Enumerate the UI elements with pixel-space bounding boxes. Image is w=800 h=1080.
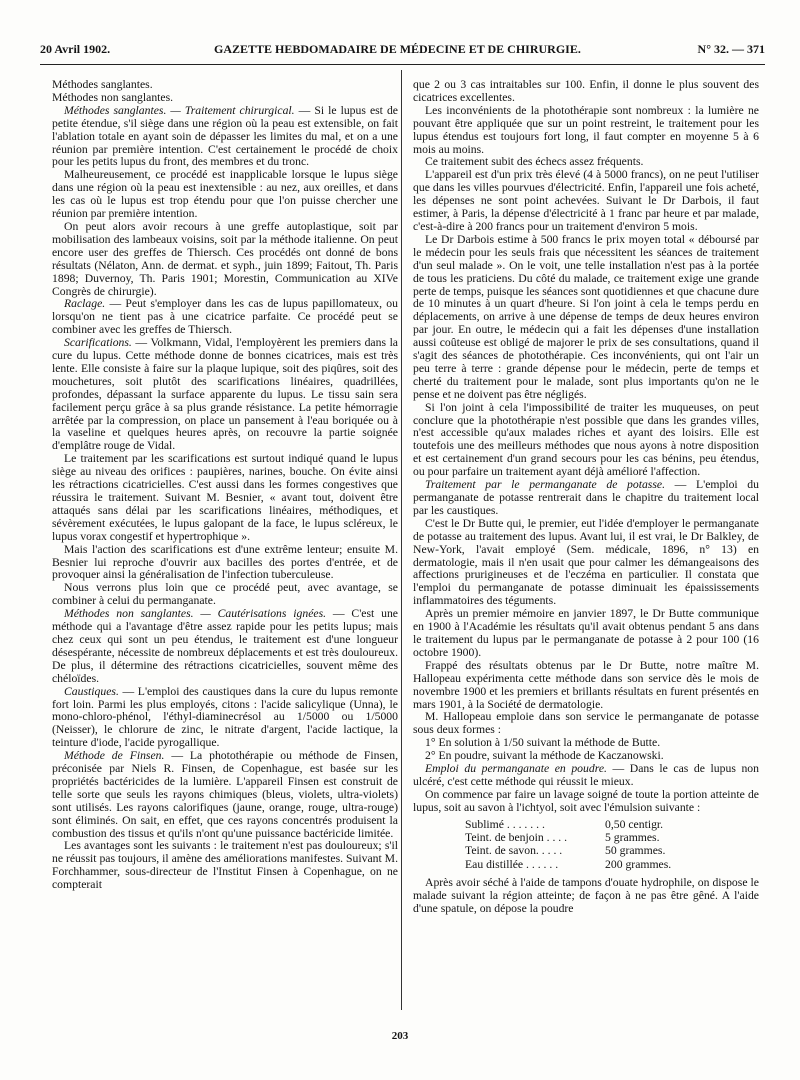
paragraph-text: Le traitement par les scarifications est surtout indiqué quand le lupus siège au niveau des orifices : paupières, narines, bouche. On évite ainsi les rétractions cicatricielles. C'est aussi dans les formes congestives que réussira le traitement. Suivant M. Besnier, « avant tout, doivent être attaqués sans délai par les scarifications linéaires, méthodiques, et sévèrement exécutées, le lupus galopant de la face, le lupus scléreux, le lupus vorax congestif et hypertrophique ». <box>52 452 398 543</box>
paragraph <box>52 337 398 453</box>
paragraph-text: — Si le lupus est de petite étendue, s'il siège dans une région où la peau est extensible, on fait l'ablation totale en ayant soin de dépasser les limites du mal, et on a une réunion par première intention. C'est certainement le procédé de choix pour les petits lupus du front, des membres et du tronc. <box>52 103 398 169</box>
paragraph-text: — C'est une méthode qui a l'avantage d'être assez rapide pour les petits lupus; mais chez ceux qui sont un peu étendus, le traitement est d'une longueur désespérante, nécessite de nombreux déplacements et est très douloureux. De plus, il détermine des rétractions cicatricielles, souvent même des chéloïdes. <box>52 607 398 685</box>
paragraph <box>52 840 398 892</box>
recipe-ingredient: Teint. de savon. . . . . <box>465 844 563 858</box>
paragraph-text: Les inconvénients de la photothérapie sont nombreux : la lumière ne pouvant être appliquée que sur un point restreint, le traitement pour les lupus étendus est toujours fort long, il faut compter en moyenne 5 à 6 mois au moins. <box>413 103 759 156</box>
recipe-ingredient: Eau distillée . . . . . . <box>465 857 559 871</box>
emulsion-recipe <box>465 818 759 872</box>
section-heading: Méthodes sanglantes. — Traitement chirurgical. <box>64 103 295 117</box>
paragraph-text: Mais l'action des scarifications est d'une extrême lenteur; ensuite M. Besnier lui reproche d'ouvrir aux bacilles des portes d'entrée, et de provoquer ainsi la généralisation de l'infection tuberculeuse. <box>52 542 398 582</box>
paragraph <box>52 105 398 170</box>
recipe-row <box>465 818 685 831</box>
header-rule <box>40 64 765 65</box>
paragraph <box>52 169 398 221</box>
recipe-row <box>465 844 685 857</box>
paragraph-text: L'appareil est d'un prix très élevé (4 à 5000 francs), on ne peut l'utiliser que dans les villes pourvues d'électricité. Enfin, l'appareil une fois acheté, les dépenses ne sont point achevées. Suivant le Dr Darbois, il faut estimer, à Paris, la dépense d'électricité à 1 franc par heure et par malade, c'est-à-dire à 200 francs pour un traitement d'environ 5 mois. <box>413 168 759 233</box>
paragraph <box>413 169 759 234</box>
paragraph <box>413 234 759 402</box>
paragraph <box>413 479 759 518</box>
section-heading: Raclage. <box>64 297 106 311</box>
right-column-text-a <box>413 79 759 815</box>
paragraph-text: Méthodes sanglantes. <box>52 78 153 91</box>
paragraph-text: Ce traitement subit des échecs assez fréquents. <box>425 155 644 169</box>
recipe-ingredient: Teint. de benjoin . . . . <box>465 831 568 845</box>
paragraph-text: — Peut s'employer dans les cas de lupus papillomateux, ou lorsqu'on ne tient pas à une cicatrice parfaite. Ce procédé peut se combiner avec les greffes de Thiersch. <box>52 297 398 337</box>
paragraph <box>52 582 398 608</box>
recipe-row <box>465 831 685 844</box>
paragraph-text: — Dans le cas de lupus non ulcéré, c'est cette méthode qui réussit le mieux. <box>413 762 759 788</box>
paragraph <box>52 544 398 583</box>
paragraph <box>52 750 398 840</box>
paragraph-text: — L'emploi du permanganate de potasse rentrerait dans le chapitre du traitement local par les caustiques. <box>413 478 759 517</box>
recipe-row <box>465 858 685 871</box>
paragraph-text: Méthodes non sanglantes. <box>52 90 174 104</box>
paragraph-text: On commence par faire un lavage soigné de toute la portion atteinte de lupus, soit au savon à l'ichtyol, soit avec l'émulsion suivante : <box>413 787 759 814</box>
paragraph <box>413 608 759 660</box>
paragraph-text: Malheureusement, ce procédé est inapplicable lorsque le lupus siège dans une région où la peau est inextensible : au nez, aux oreilles, et dans les cas où le lupus est trop étendu pour que l'on puisse chercher une réunion par première intention. <box>52 168 398 221</box>
recipe-quantity: 5 grammes. <box>605 831 660 845</box>
paragraph-text: C'est le Dr Butte qui, le premier, eut l'idée d'employer le permanganate de potasse au traitement des lupus. Avant lui, il est vrai, le Dr Balkley, de New-York, l'avait employé (Sem. médicale, 1896, n° 13) en dermatologie, mais il n'en usait que pour calmer les démangeaisons des affections prurigineuses et de l'eczéma en particulier. Il constata que l'emploi du permanganate de potasse diminuait les épaississements inflammatoires des téguments. <box>413 516 759 608</box>
recipe-quantity: 0,50 centigr. <box>605 817 664 831</box>
section-heading: Méthode de Finsen. <box>64 749 165 763</box>
header-journal-title: GAZETTE HEBDOMADAIRE DE MÉDECINE ET DE CHIRURGIE. <box>214 42 581 56</box>
running-header <box>40 40 765 60</box>
section-heading: Scarifications. <box>64 336 132 350</box>
paragraph-text: On peut alors avoir recours à une greffe autoplastique, soit par mobilisation des lambeaux voisins, soit par la méthode italienne. On peut encore user des greffes de Thiersch. Ces procédés ont donné de bons résultats (Nélaton, Ann. de dermat. et syph., juin 1899; Faitout, Th. Paris 1898; Duvernoy, Th. Paris 1901; Morestin, Communication au XIVe Congrès de chirurgie). <box>52 219 398 298</box>
section-heading: Caustiques. <box>64 684 119 698</box>
right-column <box>413 79 759 916</box>
paragraph <box>52 686 398 751</box>
paragraph-text: — Volkmann, Vidal, l'employèrent les premiers dans la cure du lupus. Cette méthode donne de bonnes cicatrices, mais est très lente. Elle consiste à faire sur la plaque lupique, soit des piqûres, soit des mouchetures, soit plutôt des scarifications linéaires, quadrillées, profondes, dépassant la surface apparente du lupus. Le tissu sain sera facilement perçu grâce à sa plus grande résistance. La petite hémorragie arrêtée par la compression, on place un pansement à l'eau boriquée ou à la vaseline et quelques heures après, on recouvre la partie soignée d'emplâtre rouge de Vidal. <box>52 336 398 453</box>
recipe-quantity: 200 grammes. <box>605 857 672 871</box>
paragraph <box>413 789 759 815</box>
page-number: 203 <box>391 1030 409 1042</box>
paragraph-text: Nous verrons plus loin que ce procédé peut, avec avantage, se combiner à celui du permanganate. <box>52 581 398 608</box>
paragraph <box>413 79 759 105</box>
section-heading: Méthodes non sanglantes. — Cautérisations ignées. <box>64 607 327 621</box>
paragraph <box>52 298 398 337</box>
recipe-quantity: 50 grammes. <box>605 844 666 858</box>
recipe-ingredient: Sublimé . . . . . . . <box>465 817 545 831</box>
paragraph-text: Le Dr Darbois estime à 500 francs le prix moyen total « déboursé par le médecin pour les seuls frais que nécessitent les séances de traitement d'un seul malade ». On le voit, une telle installation n'est pas à la portée de tous les praticiens. Du côté du malade, ce traitement exige une grande perte de temps, puisque les séances sont quotidiennes et que chacune dure de 10 minutes à un quart d'heure. Si l'on joint à cela le temps perdu en déplacements, on arrive à une dépense de temps de deux heures environ par jour. En outre, le médecin qui a fait les dépenses d'une installation aussi coûteuse est obligé de majorer le prix de ses consultations, quand il s'agit des séances de photothérapie. Ces inconvénients, qui ont l'air un peu terre à terre : grande dépense pour le médecin, perte de temps et cherté du traitement pour le malade, sont plus importants qu'on ne le pense et ne doivent pas être négligés. <box>413 232 759 401</box>
paragraph <box>52 453 398 543</box>
paragraph <box>413 105 759 157</box>
paragraph <box>413 711 759 737</box>
paragraph-text: 1° En solution à 1/50 suivant la méthode de Butte. <box>425 736 661 750</box>
paragraph-text: M. Hallopeau emploie dans son service le permanganate de potasse sous deux formes : <box>413 710 759 737</box>
paragraph-text: Après un premier mémoire en janvier 1897, le Dr Butte communique en 1900 à l'Académie les résultats qu'il avait obtenus pendant 5 ans dans le traitement du lupus par le permanganate de potasse à 2 pour 100 (16 octobre 1900). <box>413 607 759 659</box>
paragraph <box>413 763 759 789</box>
right-column-text-b <box>413 877 759 916</box>
paragraph-text: que 2 ou 3 cas intraitables sur 100. Enfin, il donne le plus souvent des cicatrices excellentes. <box>413 78 759 104</box>
column-divider <box>401 70 402 1010</box>
paragraph <box>52 221 398 298</box>
section-heading: Emploi du permanganate en poudre. <box>425 762 607 776</box>
paragraph <box>413 518 759 608</box>
paragraph-text: Après avoir séché à l'aide de tampons d'ouate hydrophile, on dispose le malade suivant la région atteinte; de façon à ne pas être gêné. A l'aide d'une spatule, on dépose la poudre <box>413 876 759 916</box>
paragraph-text: 2° En poudre, suivant la méthode de Kaczanowski. <box>425 749 664 763</box>
header-date: 20 Avril 1902. <box>40 42 111 56</box>
paragraph-text: Si l'on joint à cela l'impossibilité de traiter les muqueuses, on peut conclure que la photothérapie n'est possible que dans les grandes villes, n'est accessible qu'aux malades riches et ayant des loisirs. Elle est toutefois une des meilleurs méthodes que nous ayons à notre disposition et est certainement d'un grand secours pour les cas bénins, peu étendus, ou pour parfaire un traitement ayant déjà amélioré l'affection. <box>413 400 759 479</box>
section-heading: Traitement par le permanganate de potasse. <box>425 478 666 492</box>
paragraph-text: Les avantages sont les suivants : le traitement n'est pas douloureux; s'il ne réussit pas toujours, il amène des améliorations manifestes. Suivant M. Forchhammer, sous-directeur de l'Institut Finsen à Copenhague, on ne compterait <box>52 839 398 892</box>
left-column <box>52 79 398 892</box>
paragraph-text: — L'emploi des caustiques dans la cure du lupus remonte fort loin. Parmi les plus employés, citons : l'acide salicylique (Unna), le mono-chloro-phénol, l'éthyl-diaminecrésol au 1/5000 ou 1/5000 (Neisser), le chlorure de zinc, le nitrate d'argent, l'acide lactique, la teinture d'iode, l'acide pyrogallique. <box>52 684 398 750</box>
paragraph <box>413 402 759 479</box>
paragraph-text: Frappé des résultats obtenus par le Dr Butte, notre maître M. Hallopeau expérimenta cette méthode dans son service dès le mois de novembre 1900 et les premiers et brillants résultats en furent présentés en mars 1901, à la Société de dermatologie. <box>413 658 759 711</box>
paragraph <box>413 660 759 712</box>
header-issue-page: N° 32. — 371 <box>697 42 765 56</box>
paragraph <box>413 877 759 916</box>
paragraph-text: — La photothérapie ou méthode de Finsen, préconisée par Niels R. Finsen, de Copenhague, est basée sur les propriétés bactéricides de la lumière. L'appareil Finsen est construit de telle sorte que seuls les rayons chimiques (bleus, violets, ultra-violets) sont utilisés. Les rayons calorifiques (jaune, orange, rouge, ultra-rouge) sont éliminés. On sait, en effet, que ces rayons concentrés produisent la combustion des tissus et qu'ils n'ont qu'une puissance bactéricide limitée. <box>52 749 398 840</box>
paragraph <box>52 608 398 685</box>
